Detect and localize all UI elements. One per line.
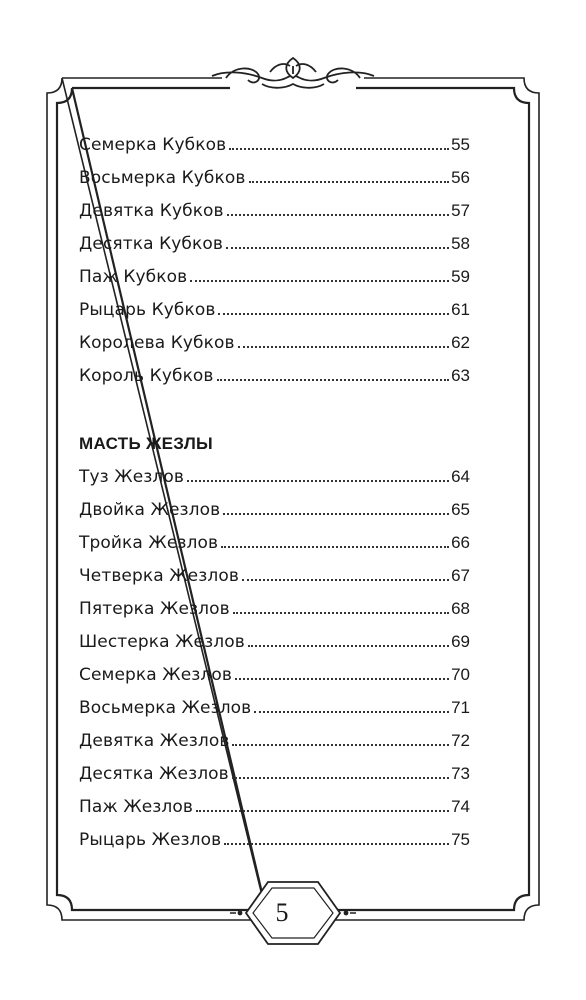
section-spacer	[79, 392, 470, 432]
toc-entry[interactable]	[79, 757, 470, 790]
entry-title: Паж Жезлов	[79, 797, 194, 817]
entry-title: Король Кубков	[79, 366, 214, 386]
entry-page: 67	[451, 566, 470, 585]
toc-entry[interactable]	[79, 161, 470, 194]
toc-entry[interactable]	[79, 359, 470, 392]
toc-entry[interactable]	[79, 293, 470, 326]
toc-entry[interactable]	[79, 790, 470, 823]
toc-entry[interactable]	[79, 493, 470, 526]
entry-page: 69	[451, 632, 470, 651]
entry-page: 59	[451, 267, 470, 286]
entry-title: Тройка Жезлов	[79, 533, 219, 553]
dot-leader	[223, 513, 449, 515]
toc-entry[interactable]	[79, 658, 470, 691]
entry-title: Десятка Жезлов	[79, 764, 229, 784]
flourish-icon	[212, 58, 374, 88]
toc-entry[interactable]	[79, 691, 470, 724]
entry-title: Шестерка Жезлов	[79, 632, 245, 652]
entry-title: Рыцарь Кубков	[79, 300, 216, 320]
entry-title: Десятка Кубков	[79, 234, 224, 254]
dot-leader	[254, 711, 449, 713]
entry-page: 55	[451, 135, 470, 154]
dot-leader	[232, 777, 449, 779]
entry-page: 71	[451, 698, 470, 717]
entry-page: 58	[451, 234, 470, 253]
toc-entry[interactable]	[79, 823, 470, 856]
toc-entry[interactable]	[79, 128, 470, 161]
dot-leader	[190, 280, 449, 282]
entry-title: Восьмерка Жезлов	[79, 698, 252, 718]
entry-title: Восьмерка Кубков	[79, 168, 246, 188]
cups-list	[79, 128, 470, 392]
dot-leader	[218, 313, 449, 315]
entry-page: 74	[451, 797, 470, 816]
dot-leader	[187, 480, 449, 482]
dot-leader	[196, 810, 449, 812]
toc-entry[interactable]	[79, 260, 470, 293]
entry-page: 63	[451, 366, 470, 385]
entry-title: Четверка Жезлов	[79, 566, 239, 586]
entry-title: Королева Кубков	[79, 333, 235, 353]
dot-leader	[224, 843, 449, 845]
entry-page: 61	[451, 300, 470, 319]
entry-page: 64	[451, 467, 470, 486]
page-number: 5	[275, 898, 289, 927]
entry-title: Туз Жезлов	[79, 467, 184, 487]
entry-title: Пятерка Жезлов	[79, 599, 230, 619]
toc-entry[interactable]	[79, 526, 470, 559]
entry-title: Двойка Жезлов	[79, 500, 221, 520]
entry-title: Паж Кубков	[79, 267, 188, 287]
dot-leader	[249, 181, 450, 183]
dot-leader	[229, 148, 449, 150]
entry-page: 75	[451, 830, 470, 849]
wands-list	[79, 460, 470, 856]
entry-page: 66	[451, 533, 470, 552]
entry-page: 56	[451, 168, 470, 187]
entry-page: 68	[451, 599, 470, 618]
entry-page: 57	[451, 201, 470, 220]
entry-page: 72	[451, 731, 470, 750]
section-heading: МАСТЬ ЖЕЗЛЫ	[79, 434, 213, 453]
toc-entry[interactable]	[79, 724, 470, 757]
entry-title: Девятка Жезлов	[79, 731, 230, 751]
dot-leader	[232, 744, 449, 746]
toc-entry[interactable]	[79, 592, 470, 625]
entry-title: Девятка Кубков	[79, 201, 224, 221]
entry-page: 73	[451, 764, 470, 783]
dot-leader	[233, 612, 449, 614]
toc-entry[interactable]	[79, 326, 470, 359]
toc-entry[interactable]	[79, 460, 470, 493]
dot-leader	[227, 214, 449, 216]
table-of-contents	[79, 128, 470, 856]
dot-leader	[221, 546, 449, 548]
entry-title: Семерка Жезлов	[79, 665, 232, 685]
entry-title: Рыцарь Жезлов	[79, 830, 222, 850]
toc-entry[interactable]	[79, 625, 470, 658]
dot-leader	[226, 247, 449, 249]
dot-leader	[248, 645, 449, 647]
entry-page: 65	[451, 500, 470, 519]
toc-entry[interactable]	[79, 227, 470, 260]
entry-title: Семерка Кубков	[79, 135, 227, 155]
dot-leader	[217, 379, 450, 381]
entry-page: 62	[451, 333, 470, 352]
dot-leader	[242, 579, 449, 581]
dot-leader	[235, 678, 449, 680]
entry-page: 70	[451, 665, 470, 684]
dot-leader	[238, 346, 449, 348]
toc-entry[interactable]	[79, 559, 470, 592]
toc-entry[interactable]	[79, 194, 470, 227]
